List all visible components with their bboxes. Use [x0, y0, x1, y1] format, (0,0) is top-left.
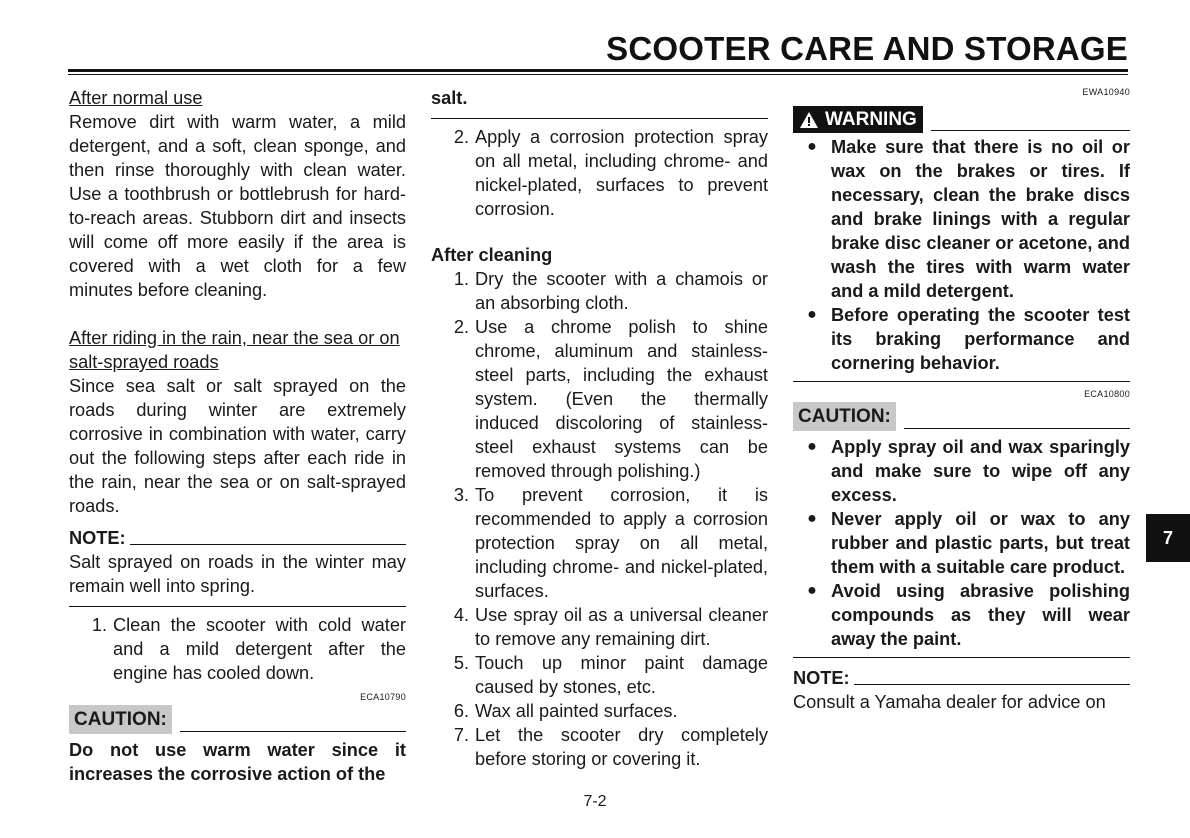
caution-end-rule — [793, 657, 1130, 658]
list-item — [431, 315, 768, 483]
note-text: Salt sprayed on roads in the winter may remain well into spring. — [69, 552, 406, 596]
list-item — [793, 303, 1130, 375]
list-item — [431, 267, 768, 315]
rain-heading: After riding in the rain, near the sea or on salt-sprayed roads — [69, 328, 400, 372]
step-number: 4. — [453, 605, 469, 625]
list-item — [431, 651, 768, 699]
warning-header — [793, 106, 1130, 133]
step-text: Touch up minor paint damage caused by stones, etc. — [475, 653, 768, 697]
bullet-text: Never apply oil or wax to any rubber and plastic parts, but treat them with a suitable care product. — [831, 509, 1130, 577]
step-text: To prevent corrosion, it is recommended to apply a corrosion protection spray on all metal, including chrome- and nickel-plated, surfaces. — [475, 485, 768, 601]
list-item — [431, 125, 768, 221]
list-item — [793, 435, 1130, 507]
warning-triangle-icon — [799, 111, 819, 129]
warning-label: WARNING — [825, 109, 917, 130]
step-text: Use spray oil as a universal cleaner to remove any remaining dirt. — [475, 605, 768, 649]
rain-steps-list-cont — [431, 125, 768, 221]
caution-continuation: salt. — [431, 88, 468, 108]
after-normal-use-heading: After normal use — [69, 88, 203, 108]
step-number: 5. — [453, 653, 469, 673]
page-number: 7-2 — [583, 793, 607, 810]
step-number: 2. — [453, 317, 469, 337]
bullet-text: Apply spray oil and wax sparingly and make sure to wipe off any excess. — [831, 437, 1130, 505]
column-2 — [431, 86, 768, 771]
page-title: SCOOTER CARE AND STORAGE — [606, 30, 1128, 67]
bullet-text: Avoid using abrasive polishing compounds as they will wear away the paint. — [831, 581, 1130, 649]
caution-text: Do not use warm water since it increases the corrosive action of the — [69, 740, 406, 784]
caution-header — [793, 402, 1130, 431]
list-item — [431, 699, 768, 723]
step-text: Use a chrome polish to shine chrome, aluminum and stainless-steel parts, including the exhaust system. (Even the thermally induced discoloring of stainless-steel exhaust systems can be removed through polishing.) — [475, 317, 768, 481]
caution-code: ECA10790 — [360, 692, 406, 702]
step-number: 1. — [91, 615, 107, 635]
caution-code: ECA10800 — [1084, 389, 1130, 399]
bullet-text: Before operating the scooter test its braking performance and cornering behavior. — [831, 305, 1130, 373]
step-number: 2. — [453, 127, 469, 147]
after-cleaning-heading: After cleaning — [431, 245, 553, 265]
note-end-rule — [69, 606, 406, 607]
bullet-icon: ● — [807, 138, 817, 155]
note-text: Consult a Yamaha dealer for advice on — [793, 692, 1106, 712]
bullet-icon: ● — [807, 438, 817, 455]
step-text: Clean the scooter with cold water and a mild detergent after the engine has cooled down. — [113, 615, 406, 683]
bullet-text: Make sure that there is no oil or wax on the brakes or tires. If necessary, clean the brake discs and brake linings with a regular brake disc cleaner or acetone, and wash the tires with warm water and a mild detergent. — [831, 137, 1130, 301]
rain-text: Since sea salt or salt sprayed on the roads during winter are extremely corrosive in combination with water, carry out the following steps after each ride in the rain, near the sea or on salt-sprayed roads. — [69, 376, 406, 516]
warning-badge — [793, 106, 923, 133]
column-3 — [793, 86, 1130, 714]
step-number: 3. — [453, 485, 469, 505]
step-text: Wax all painted surfaces. — [475, 701, 678, 721]
step-text: Dry the scooter with a chamois or an absorbing cloth. — [475, 269, 768, 313]
note-header — [793, 666, 1130, 690]
note-label: NOTE: — [69, 528, 126, 548]
caution-header — [69, 705, 406, 734]
list-item — [793, 135, 1130, 303]
list-item — [793, 507, 1130, 579]
list-item — [431, 723, 768, 771]
step-text: Apply a corrosion protection spray on all metal, including chrome- and nickel-plated, surfaces to prevent corrosion. — [475, 127, 768, 219]
rain-steps-list — [69, 613, 406, 685]
after-cleaning-list — [431, 267, 768, 771]
note-header — [69, 526, 406, 550]
warning-bullets — [793, 135, 1130, 375]
warning-code: EWA10940 — [1082, 87, 1130, 97]
after-normal-use-text: Remove dirt with warm water, a mild detergent, and a soft, clean sponge, and then rinse thoroughly with clean water. Use a toothbrush or bottlebrush for hard-to-reach areas. Stubborn dirt and insects will come off more easily if the area is covered with a wet cloth for a few minutes before cleaning. — [69, 112, 406, 300]
caution-bullets — [793, 435, 1130, 651]
step-number: 1. — [453, 269, 469, 289]
chapter-tab: 7 — [1146, 514, 1190, 562]
warning-end-rule — [793, 381, 1130, 382]
header-rule-thick — [68, 69, 1128, 72]
step-text: Let the scooter dry completely before storing or covering it. — [475, 725, 768, 769]
note-label: NOTE: — [793, 668, 850, 688]
caution-label: CAUTION: — [793, 402, 896, 431]
bullet-icon: ● — [807, 510, 817, 527]
bullet-icon: ● — [807, 582, 817, 599]
list-item — [69, 613, 406, 685]
column-1 — [69, 86, 406, 786]
bullet-icon: ● — [807, 306, 817, 323]
step-number: 7. — [453, 725, 469, 745]
caution-label: CAUTION: — [69, 705, 172, 734]
list-item — [793, 579, 1130, 651]
step-number: 6. — [453, 701, 469, 721]
caution-end-rule — [431, 118, 768, 119]
header-rule-thin — [68, 74, 1128, 75]
list-item — [431, 483, 768, 603]
list-item — [431, 603, 768, 651]
